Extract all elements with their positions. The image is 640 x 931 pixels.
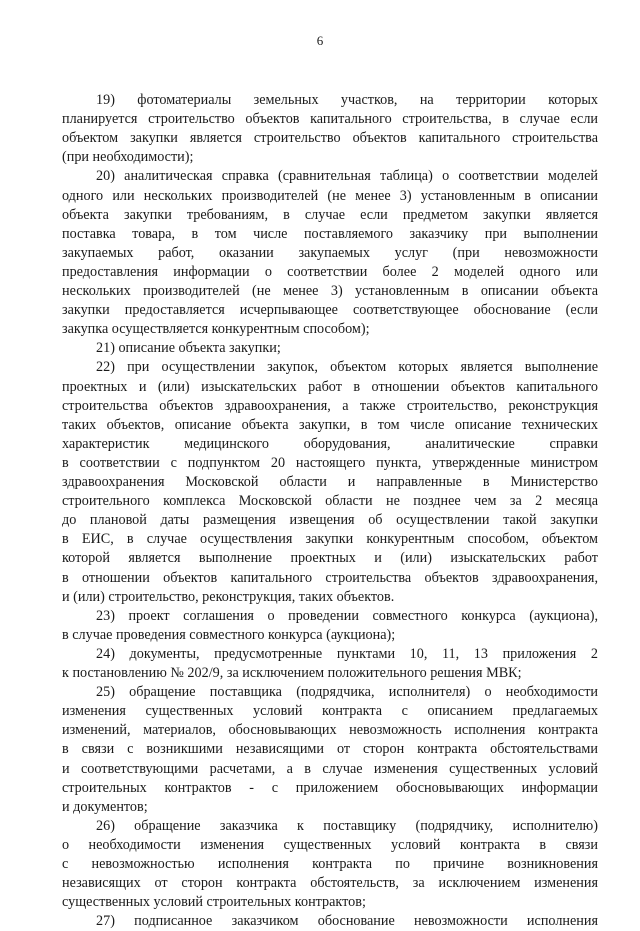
text-line: 21) описание объекта закупки;	[96, 340, 281, 357]
text-line: независящих от сторон контракта обстоятельств, за исключением изменения	[62, 875, 598, 892]
text-line: в связи с возникшими независящими от сторон контракта обстоятельствами	[62, 741, 598, 758]
text-line: к постановлению № 202/9, за исключением положительного решения МВК;	[62, 665, 522, 681]
text-line: проектных и (или) изыскательских работ в отношении объектов капитального	[62, 378, 598, 395]
text-line: и соответствующими расчетами, а в случае изменения существенных условий	[62, 760, 598, 777]
text-line: в ЕИС, в случае осуществления закупки конкурентным способом, объектом	[62, 531, 598, 548]
text-line: 25) обращение поставщика (подрядчика, исполнителя) о необходимости	[96, 684, 598, 701]
text-line: поставка товара, в том числе поставляемого заказчику при выполнении	[62, 225, 598, 242]
text-line: 23) проект соглашения о проведении совместного конкурса (аукциона),	[96, 607, 598, 624]
text-line: в случае проведения совместного конкурса (аукциона);	[62, 626, 396, 643]
text-line: планируется строительство объектов капитального строительства, в случае если	[62, 111, 598, 128]
text-line: с невозможностью исполнения контракта по причине возникновения	[62, 856, 598, 872]
text-line: о необходимости изменения существенных условий контракта в связи	[62, 836, 598, 853]
text-line: 20) аналитическая справка (сравнительная таблица) о соответствии моделей	[96, 168, 598, 185]
text-line: изменения существенных условий контракта с описанием предлагаемых	[62, 703, 598, 720]
text-line: строительных контрактов - с приложением обосновывающих информации	[62, 779, 598, 796]
text-line: нескольких производителей (не менее 3) установленным в описании объекта	[62, 283, 598, 299]
text-line: таких объектов, описание объекта закупки, в том числе описание технических	[62, 416, 598, 433]
text-line: 26) обращение заказчика к поставщику (подрядчику, исполнителю)	[96, 817, 598, 834]
text-line: 19) фотоматериалы земельных участков, на территории которых	[96, 92, 598, 108]
text-line: в соответствии с подпунктом 20 настоящего пункта, утвержденные министром	[62, 454, 598, 471]
text-line: одного или нескольких производителей (не менее 3) установленным в описании	[62, 187, 598, 204]
text-line: предоставления информации о соответствии более 2 моделей одного или	[62, 263, 598, 280]
text-line: характеристик медицинского оборудования, аналитические справки	[62, 435, 598, 452]
text-line: 24) документы, предусмотренные пунктами 10, 11, 13 приложения 2	[96, 645, 598, 662]
text-line: в отношении объектов капитального строительства объектов здравоохранения,	[62, 569, 598, 586]
text-line: 22) при осуществлении закупок, объектом которых является выполнение	[96, 359, 598, 376]
text-line: закупаемых работ, оказании закупаемых услуг (при невозможности	[62, 244, 598, 261]
text-line: объекта закупки требованиям, в случае если предметом закупки является	[62, 206, 598, 223]
text-line: до плановой даты размещения извещения об осуществлении такой закупки	[62, 512, 598, 529]
text-line: закупка осуществляется конкурентным способом);	[62, 321, 370, 338]
text-line: строительного комплекса Московской области не позднее чем за 2 месяца	[62, 493, 598, 510]
text-line: здравоохранения Московской области и направленные в Министерство	[62, 474, 598, 490]
text-line: и документов;	[62, 798, 148, 815]
text-line: и (или) строительство, реконструкция, таких объектов.	[62, 588, 395, 605]
text-line: которой является выполнение проектных и (или) изыскательских работ	[62, 550, 598, 567]
text-line: 27) подписанное заказчиком обоснование невозможности исполнения	[96, 913, 598, 930]
text-line: закупки предоставляется исчерпывающее соответствующее обоснование (если	[62, 302, 598, 319]
text-line: строительства объектов здравоохранения, а также строительство, реконструкция	[62, 397, 598, 414]
text-line: (при необходимости);	[62, 149, 194, 166]
text-line: существенных условий строительных контрактов;	[62, 894, 366, 911]
page-number: 6	[316, 33, 324, 48]
text-line: объектом закупки является строительство объектов капитального строительства	[62, 130, 598, 147]
text-line: изменений, материалов, обосновывающих невозможность исполнения контракта	[62, 722, 598, 739]
